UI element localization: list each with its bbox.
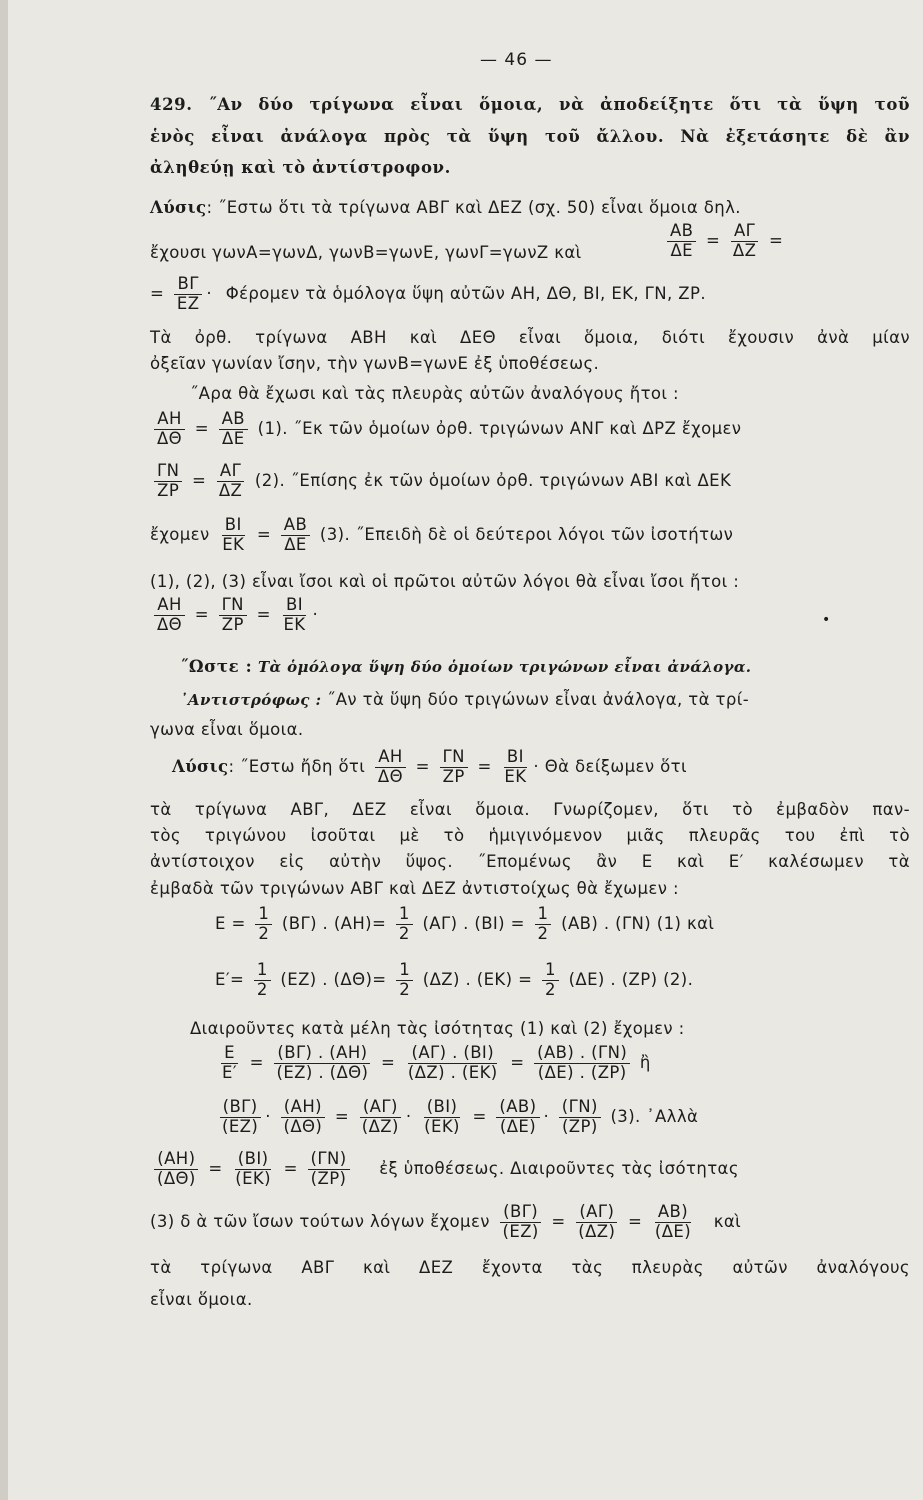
fraction: $\frac{AH}{\Delta\Theta}$ bbox=[154, 596, 185, 635]
fraction: $\frac{(A\Gamma)}{(\Delta Z)}$ bbox=[361, 1097, 399, 1136]
fraction: $\frac{(BI)}{(EK)}$ bbox=[235, 1149, 271, 1188]
fraction: $\frac{(\Gamma N)}{(ZP)}$ bbox=[559, 1098, 601, 1137]
solution-label: Λύσις bbox=[150, 198, 207, 217]
solution-line-5: ὀξεῖαν γωνίαν ἴσην, τὴν γωνΒ=γωνΕ ἐξ ὑποθέσεως. bbox=[150, 354, 600, 373]
fraction: $\frac{(\Gamma N)}{(ZP)}$ bbox=[308, 1150, 350, 1189]
fraction: $\frac{1}{2}$ bbox=[254, 961, 271, 1000]
solution-line-3: = $\frac{B\Gamma}{EZ}$ · Φέρομεν τὰ ὁμόλογα ὕψη αὐτῶν ΑΗ, ΔΘ, ΒΙ, ΕΚ, ΓΝ, ΖΡ. bbox=[150, 274, 706, 313]
ratio-ag-dz: $\frac{A\Gamma}{\Delta Z}$ bbox=[732, 221, 757, 260]
converse-line-2: γωνα εἶναι ὅμοια. bbox=[150, 720, 304, 739]
fraction: $\frac{(A\Gamma)}{(\Delta Z)}$ bbox=[578, 1202, 616, 1241]
quotient-eq: $\frac{E}{E'}$ = $\frac{(B\Gamma) . (AH)}{(EZ) . (\Delta\Theta)}$ = $\frac{(A\Gamma) . (BI)}{(\Delta Z) . (EK)}$ = $\frac{(AB) . (\Gamma N)}{(\Delta E) . (ZP)}$ ἢ bbox=[215, 1044, 651, 1083]
fraction: $\frac{\Gamma N}{ZP}$ bbox=[219, 596, 247, 635]
solution-text: : ˝Εστω ὅτι τὰ τρίγωνα ΑΒΓ καὶ ΔΕΖ (σχ. 50) εἶναι ὅμοια δηλ. bbox=[206, 198, 741, 217]
ratio-bg-ez: $\frac{B\Gamma}{EZ}$ bbox=[174, 275, 203, 314]
fraction: $\frac{AB}{\Delta E}$ bbox=[281, 516, 310, 555]
conclusion-line: ˝Ωστε : Τὰ ὁμόλογα ὕψη δύο ὁμοίων τριγώνων εἶναι ἀνάλογα. bbox=[180, 657, 752, 676]
heights-text: Φέρομεν τὰ ὁμόλογα ὕψη αὐτῶν ΑΗ, ΔΘ, ΒΙ, ΕΚ, ΓΝ, ΖΡ. bbox=[225, 283, 706, 303]
ratio-ab-de: $\frac{AB}{\Delta E}$ bbox=[667, 222, 696, 261]
ink-dot: • bbox=[822, 612, 831, 628]
fraction: $\frac{E}{E'}$ bbox=[222, 1043, 237, 1082]
fraction: $\frac{AH}{\Delta\Theta}$ bbox=[375, 748, 406, 787]
page-edge bbox=[0, 0, 8, 1500]
fraction: $\frac{BI}{EK}$ bbox=[504, 747, 527, 786]
problem-line-2: ἑνὸς εἶναι ἀνάλογα πρὸς τὰ ὕψη τοῦ ἄλλου. Νὰ ἐξετάσητε δὲ ἂν bbox=[150, 127, 910, 146]
product-eq: $\frac{(B\Gamma)}{(EZ)}$ · $\frac{(AH)}{(\Delta\Theta)}$ = $\frac{(A\Gamma)}{(\Delta Z)}$ · $\frac{(BI)}{(EK)}$ = $\frac{(AB)}{(\Delta E)}$ · $\frac{(\Gamma N)}{(ZP)}$ (3). ᾽Αλλὰ bbox=[215, 1098, 698, 1137]
solution2-line-9: εἶναι ὅμοια. bbox=[150, 1290, 253, 1309]
solution-line-6: ˝Αρα θὰ ἔχωσι καὶ τὰς πλευρὰς αὐτῶν ἀναλόγους ἤτοι : bbox=[190, 384, 679, 403]
solution-line-4: Τὰ ὀρθ. τρίγωνα ΑΒΗ καὶ ΔΕΘ εἶναι ὅμοια, διότι ἔχουσιν ἀνὰ μίαν bbox=[150, 328, 910, 347]
fraction: $\frac{1}{2}$ bbox=[396, 961, 413, 1000]
book-page bbox=[150, 0, 910, 1500]
fraction: $\frac{1}{2}$ bbox=[542, 961, 559, 1000]
area-eq-2: Ε′= $\frac{1}{2}$ (ΕΖ) . (ΔΘ)= $\frac{1}{2}$ (ΔΖ) . (ΕΚ) = $\frac{1}{2}$ (ΔΕ) . (ΖΡ) (2). bbox=[215, 960, 694, 999]
fraction: $\frac{A\Gamma}{\Delta Z}$ bbox=[218, 461, 243, 500]
converse-line: ᾽Αντιστρόφως : ˝Αν τὰ ὕψη δύο τριγώνων εἶναι ἀνάλογα, τὰ τρί- bbox=[180, 690, 750, 709]
solution-line-2: ἔχουσι γωνΑ=γωνΔ, γωνΒ=γωνΕ, γωνΓ=γωνΖ καὶ $\frac{AB}{\Delta E}$ = $\frac{A\Gamma}{\Delta Z}$ = bbox=[150, 221, 784, 262]
eq-1: $\frac{AH}{\Delta\Theta}$ = $\frac{AB}{\Delta E}$ (1). ˝Εκ τῶν ὁμοίων ὀρθ. τριγώνων ΑΝΓ καὶ ΔΡΖ ἔχομεν bbox=[150, 410, 741, 449]
fraction: $\frac{(B\Gamma) . (AH)}{(EZ) . (\Delta\Theta)}$ bbox=[274, 1044, 372, 1083]
fraction: $\frac{1}{2}$ bbox=[535, 905, 552, 944]
solution2-line-1: Λύσις: ˝Εστω ἤδη ὅτι $\frac{AH}{\Delta\Theta}$ = $\frac{\Gamma N}{ZP}$ = $\frac{BI}{EK}$ · Θὰ δείξωμεν ὅτι bbox=[172, 747, 687, 786]
angles-text: ἔχουσι γωνΑ=γωνΔ, γωνΒ=γωνΕ, γωνΓ=γωνΖ καὶ bbox=[150, 242, 582, 262]
fraction: $\frac{(AH)}{(\Delta\Theta)}$ bbox=[281, 1098, 326, 1137]
fraction: $\frac{1}{2}$ bbox=[396, 905, 413, 944]
fraction: $\frac{\Gamma N}{ZP}$ bbox=[440, 748, 468, 787]
hypothesis-eq: $\frac{(AH)}{(\Delta\Theta)}$ = $\frac{(BI)}{(EK)}$ = $\frac{(\Gamma N)}{(ZP)}$ ἐξ ὑποθέσεως. Διαιροῦντες τὰς ἰσότητας bbox=[150, 1150, 739, 1189]
solution2-line-5: ἐμβαδὰ τῶν τριγώνων ΑΒΓ καὶ ΔΕΖ ἀντιστοίχως θὰ ἔχωμεν : bbox=[150, 879, 679, 898]
problem-line-3: ἀληθεύῃ καὶ τὸ ἀντίστροφον. bbox=[150, 158, 451, 177]
fraction: $\frac{(AH)}{(\Delta\Theta)}$ bbox=[154, 1150, 199, 1189]
fraction: $\frac{(A\Gamma) . (BI)}{(\Delta Z) . (EK)}$ bbox=[407, 1043, 498, 1082]
area-eq-1: Ε = $\frac{1}{2}$ (ΒΓ) . (ΑΗ)= $\frac{1}{2}$ (ΑΓ) . (ΒΙ) = $\frac{1}{2}$ (ΑΒ) . (ΓΝ) (1) καὶ bbox=[215, 904, 715, 943]
solution-line-1 bbox=[150, 198, 741, 217]
fraction: $\frac{\Gamma N}{ZP}$ bbox=[154, 462, 182, 501]
solution-line-10: (1), (2), (3) εἶναι ἴσοι καὶ οἱ πρῶτοι αὐτῶν λόγοι θὰ εἶναι ἴσοι ἤτοι : bbox=[150, 572, 740, 591]
fraction: $\frac{(BI)}{(EK)}$ bbox=[424, 1097, 460, 1136]
fraction: $\frac{(B\Gamma)}{(EZ)}$ bbox=[500, 1203, 542, 1242]
fraction: $\frac{BI}{EK}$ bbox=[283, 595, 306, 634]
fraction: $\frac{(AB)}{(\Delta E)}$ bbox=[496, 1098, 539, 1137]
solution2-line-8: τὰ τρίγωνα ΑΒΓ καὶ ΔΕΖ ἔχοντα τὰς πλευρὰς αὐτῶν ἀναλόγους bbox=[150, 1258, 910, 1277]
eq-3: ἔχομεν $\frac{BI}{EK}$ = $\frac{AB}{\Delta E}$ (3). ˝Επειδὴ δὲ οἱ δεύτεροι λόγοι τῶν ἰσοτήτων bbox=[150, 515, 734, 554]
fraction: $\frac{(AB) . (\Gamma N)}{(\Delta E) . (ZP)}$ bbox=[534, 1044, 630, 1083]
fraction: $\frac{AH}{\Delta\Theta}$ bbox=[154, 410, 185, 449]
eq-heights-ratio: $\frac{AH}{\Delta\Theta}$ = $\frac{\Gamma N}{ZP}$ = $\frac{BI}{EK}$ · bbox=[150, 596, 318, 635]
fraction: $\frac{AB)}{(\Delta E)}$ bbox=[654, 1202, 692, 1241]
fraction: $\frac{(B\Gamma)}{(EZ)}$ bbox=[219, 1098, 261, 1137]
problem-line-1: 429. ˝Αν δύο τρίγωνα εἶναι ὅμοια, νὰ ἀποδείξητε ὅτι τὰ ὕψη τοῦ bbox=[150, 95, 910, 114]
solution2-line-6: Διαιροῦντες κατὰ μέλη τὰς ἰσότητας (1) καὶ (2) ἔχομεν : bbox=[190, 1019, 685, 1038]
fraction: $\frac{AB}{\Delta E}$ bbox=[219, 410, 248, 449]
fraction: $\frac{1}{2}$ bbox=[255, 905, 272, 944]
fraction: $\frac{BI}{EK}$ bbox=[222, 515, 245, 554]
solution2-line-2: τὰ τρίγωνα ΑΒΓ, ΔΕΖ εἶναι ὅμοια. Γνωρίζομεν, ὅτι τὸ ἐμβαδὸν παν- bbox=[150, 800, 910, 819]
page-number: — 46 — bbox=[480, 50, 553, 70]
eq-2: $\frac{\Gamma N}{ZP}$ = $\frac{A\Gamma}{\Delta Z}$ (2). ˝Επίσης ἐκ τῶν ὁμοίων ὀρθ. τριγώνων ΑΒΙ καὶ ΔΕΚ bbox=[150, 462, 731, 501]
solution2-line-4: ἀντίστοιχον εἰς αὐτὴν ὕψος. ˝Επομένως ἂν Ε καὶ Ε′ καλέσωμεν τὰ bbox=[150, 852, 910, 871]
sides-eq: (3) δ ὰ τῶν ἴσων τούτων λόγων ἔχομεν $\frac{(B\Gamma)}{(EZ)}$ = $\frac{(A\Gamma)}{(\Delta Z)}$ = $\frac{AB)}{(\Delta E)}$ καὶ bbox=[150, 1202, 742, 1241]
solution2-line-3: τὸς τριγώνου ἰσοῦται μὲ τὸ ἡμιγινόμενον μιᾶς πλευρᾶς του ἐπὶ τὸ bbox=[150, 826, 910, 845]
